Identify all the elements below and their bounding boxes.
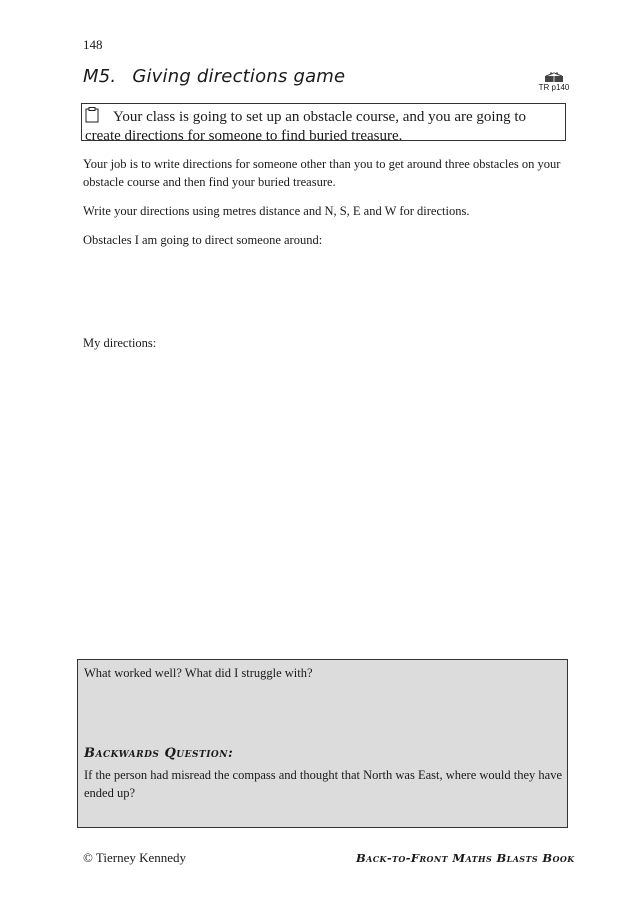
book-icon [543,70,565,82]
activity-title [83,66,345,87]
clipboard-icon [85,107,99,123]
reflection-prompt: What worked well? What did I struggle with? [84,666,313,680]
obstacles-prompt: Obstacles I am going to direct someone around: [83,233,323,247]
backwards-question-heading: Backwards Question: [84,746,234,761]
intro-box [81,103,566,144]
teacher-resource-badge [536,70,572,92]
activity-title-text: Giving directions game [132,66,346,87]
reflection-box [77,659,568,828]
activity-code: M5. [83,66,117,87]
directions-prompt: My directions: [83,336,157,350]
teacher-resource-ref: TR p140 [538,83,570,92]
instructions-write: Write your directions using metres distance and N, S, E and W for directions. [83,204,470,218]
instructions-job: Your job is to write directions for someone other than you to get around three obstacles on your obstacle course and then find your buried treasure. [83,157,561,189]
backwards-question-text: If the person had misread the compass and thought that North was East, where would they have ended up? [84,768,562,800]
copyright: © Tierney Kennedy [83,850,187,865]
page-number: 148 [83,37,103,52]
book-title: Back-to-Front Maths Blasts Book [356,851,575,865]
intro-text: Your class is going to set up an obstacle course, and you are going to create directions for someone to find buried treasure. [85,109,526,144]
